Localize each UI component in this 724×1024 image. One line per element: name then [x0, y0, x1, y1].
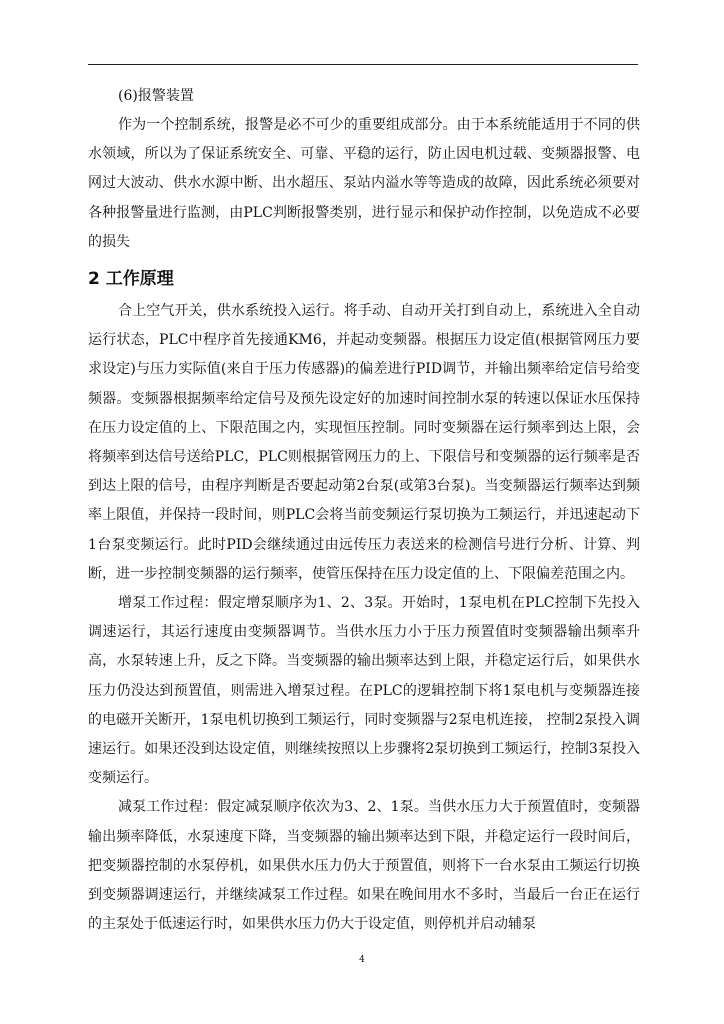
section-title-working-principle: 2 工作原理: [88, 269, 174, 290]
alarm-subheading: (6)报警装置: [118, 88, 194, 104]
header-rule: [88, 64, 638, 65]
page-body: [88, 82, 640, 939]
pump-decrease-paragraph: 减泵工作过程：假定减泵顺序依次为3、2、1泵。当供水压力大于预置值时，变频器输出频率降低，水泵速度下降，当变频器的输出频率达到下限，并稳定运行一段时间后，把变频器控制的水泵停机，如果供水压力仍大于预置值，则将下一台水泵由工频运行切换到变频器调速运行，并继续减泵工作过程。如果在晚间用水不多时，当最后一台正在运行的主泵处于低速运行时，如果供水压力仍大于设定值，则停机并启动辅泵: [88, 799, 640, 933]
page-number: 4: [359, 955, 365, 965]
alarm-paragraph: 作为一个控制系统，报警是必不可少的重要组成部分。由于本系统能适用于不同的供水领域，所以为了保证系统安全、可靠、平稳的运行，防止因电机过载、变频器报警、电网过大波动、供水水源中断、出水超压、泵站内溢水等等造成的故障，因此系统必须要对各种报警量进行监测，由PLC判断报警类别，进行显示和保护动作控制，以免造成不必要的损失: [88, 117, 640, 250]
pump-increase-paragraph: 增泵工作过程：假定增泵顺序为1、2、3泵。开始时，1泵电机在PLC控制下先投入调速运行，其运行速度由变频器调节。当供水压力小于压力预置值时变频器输出频率升高，水泵转速上升，反之下降。当变频器的输出频率达到上限，并稳定运行后，如果供水压力仍没达到预置值，则需进入增泵过程。在PLC的逻辑控制下将1泵电机与变频器连接的电磁开关断开，1泵电机切换到工频运行，同时变频器与2泵电机连接， 控制2泵投入调速运行。如果还没到达设定值，则继续按照以上步骤将2泵切换到工频运行，控制3泵投入变频运行。: [88, 595, 640, 787]
principle-paragraph: 合上空气开关，供水系统投入运行。将手动、自动开关打到自动上，系统进入全自动运行状态，PLC中程序首先接通KM6，并起动变频器。根据压力设定值(根据管网压力要求设定)与压力实际值(来自于压力传感器)的偏差进行PID调节，并输出频率给定信号给变频器。变频器根据频率给定信号及预先设定好的加速时间控制水泵的转速以保证水压保持在压力设定值的上、下限范围之内，实现恒压控制。同时变频器在运行频率到达上限，会将频率到达信号送给PLC，PLC则根据管网压力的上、下限信号和变频器的运行频率是否到达上限的信号，由程序判断是否要起动第2台泵(或第3台泵)。当变频器运行频率达到频率上限值，并保持一段时间，则PLC会将当前变频运行泵切换为工频运行，并迅速起动下1台泵变频运行。此时PID会继续通过由远传压力表送来的检测信号进行分析、计算、判断，进一步控制变频器的运行频率，使管压保持在压力设定值的上、下限偏差范围之内。: [88, 303, 640, 582]
